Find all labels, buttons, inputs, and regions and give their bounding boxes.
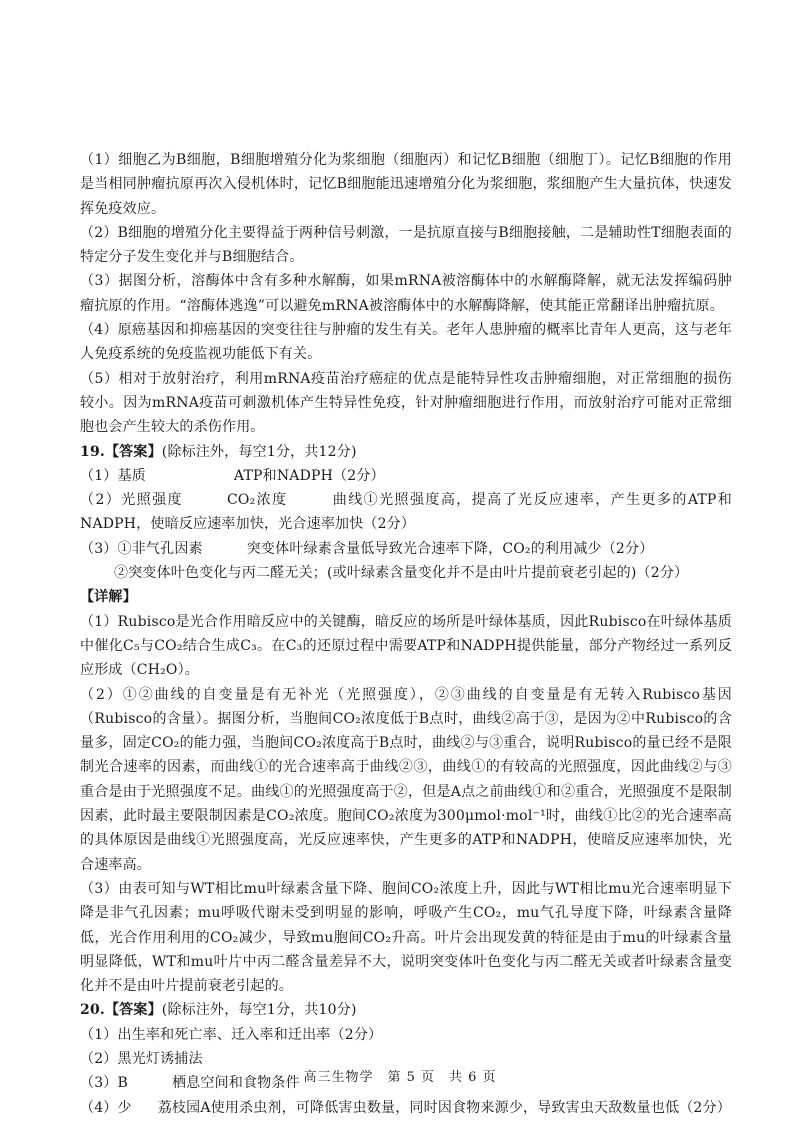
q19-answer-2-c: 曲线①光照强度高，提高了光反应速率，产生更多的ATP和NADPH，使暗反应速率加快，光合速率加快（2分） <box>80 492 732 533</box>
q20-answer-3-a: B <box>117 1075 129 1092</box>
q19-detail-label: 【详解】 <box>80 589 137 606</box>
q20-answer-4 <box>80 1096 732 1120</box>
q19-detail-1: （1）Rubisco是光合作用暗反应中的关键酶，暗反应的场所是叶绿体基质，因此Rubisco在叶绿体基质中催化C₅与CO₂结合生成C₃。在C₃的还原过程中需要ATP和NADPH提供能量，部分产物经过一系列反应形成（CH₂O）。 <box>80 613 732 679</box>
q19-answer-label: 【答案】 <box>104 443 162 460</box>
q19-answer-1-num: （1） <box>80 467 118 484</box>
q19-answer-3-a: ①非气孔因素 <box>117 540 203 557</box>
answer-content <box>80 148 732 1120</box>
paragraph-18-2: （2）B细胞的增殖分化主要得益于两种信号刺激，一是抗原直接与B细胞接触，二是辅助性T细胞表面的特定分子发生变化并与B细胞结合。 <box>80 224 732 266</box>
q19-answer-1 <box>80 464 732 488</box>
page-footer: 高三生物学 第 5 页 共 6 页 <box>303 1070 497 1085</box>
q20-answer-3-b: 栖息空间和食物条件 <box>172 1075 300 1092</box>
q19-number: 19. <box>80 443 105 460</box>
q20-answer-4-a: 少 <box>117 1099 132 1116</box>
q19-answer-2-a: 光照强度 <box>121 492 183 509</box>
q20-answer-2: （2）黑光灯诱捕法 <box>80 1050 203 1067</box>
paragraph-18-1: （1）细胞乙为B细胞，B细胞增殖分化为浆细胞（细胞丙）和记忆B细胞（细胞丁）。记忆B细胞的作用是当相同肿瘤抗原再次入侵机体时，记忆B细胞能迅速增殖分化为浆细胞，浆细胞产生大量抗体，快速发挥免疫效应。 <box>80 152 732 217</box>
q19-header <box>80 440 732 464</box>
q20-header <box>80 998 732 1022</box>
paragraph-18-5: （5）相对于放射治疗，利用mRNA疫苗治疗癌症的优点是能特异性攻击肿瘤细胞，对正常细胞的损伤较小。因为mRNA疫苗可刺激机体产生特异性免疫，针对肿瘤细胞进行作用，而放射治疗可能对正常细胞也会产生较大的杀伤作用。 <box>80 370 732 436</box>
q19-answer-2-num: （2） <box>80 492 122 509</box>
q19-score-note: (除标注外，每空1分，共12分) <box>161 443 357 460</box>
q20-answer-4-b: 荔枝园A使用杀虫剂，可降低害虫数量，同时因食物来源少，导致害虫天敌数量也低（2分） <box>157 1099 731 1116</box>
q19-answer-1-a: 基质 <box>117 467 146 484</box>
q19-answer-2 <box>80 488 732 537</box>
paragraph-18-3: （3）据图分析，溶酶体中含有多种水解酶，如果mRNA被溶酶体中的水解酶降解，就无法发挥编码肿瘤抗原的作用。“溶酶体逃逸”可以避免mRNA被溶酶体中的水解酶降解，使其能正常翻译出肿瘤抗原。 <box>80 273 732 314</box>
q20-score-note: (除标注外，每空1分，共10分) <box>161 1002 357 1019</box>
q19-answer-2-b: CO₂浓度 <box>227 492 288 509</box>
q19-answer-3-num: （3） <box>80 540 118 557</box>
q20-answer-1: （1）出生率和死亡率、迁入率和迁出率（2分） <box>80 1026 383 1043</box>
q20-answer-4-num: （4） <box>80 1099 118 1116</box>
q20-answer-label: 【答案】 <box>104 1002 162 1019</box>
paragraph-18-4: （4）原癌基因和抑癌基因的突变往往与肿瘤的发生有关。老年人患肿瘤的概率比青年人更高，这与老年人免疫系统的免疫监视功能低下有关。 <box>80 322 732 363</box>
q19-answer-1-b: ATP和NADPH（2分） <box>233 467 385 484</box>
q19-detail-2: （2）①②曲线的自变量是有无补光（光照强度），②③曲线的自变量是有无转入Rubisco基因（Rubisco的含量）。据图分析，当胞间CO₂浓度低于B点时，曲线②高于③，是因为②中Rubisco的含量多，固定CO₂的能力强，当胞间CO₂浓度高于B点时，曲线②与③重合，说明Rubisco的量已经不是限制光合速率的因素，而曲线①的光合速率高于曲线②③，曲线①的有较高的光照强度，因此曲线②与③重合是由于光照强度不足。曲线①的光照强度高于②，但是A点之前曲线①和②重合，光照强度不是限制因素，此时最主要限制因素是CO₂浓度。胞间CO₂浓度为300μmol·mol⁻¹时，曲线①比②的光合速率高的具体原因是曲线①光照强度高，光反应速率快，产生更多的ATP和NADPH，使暗反应速率加快，光合速率高。 <box>80 686 732 873</box>
q19-answer-3 <box>80 537 732 561</box>
q20-number: 20. <box>80 1002 105 1019</box>
q19-answer-3-b: 突变体叶绿素含量低导致光合速率下降，CO₂的利用减少（2分） <box>246 540 654 557</box>
q19-answer-3-second: ②突变体叶色变化与丙二醛无关；(或叶绿素含量变化并不是由叶片提前衰老引起的)（2分） <box>114 565 689 582</box>
q20-answer-3-num: （3） <box>80 1075 118 1092</box>
q19-detail-3: （3）由表可知与WT相比mu叶绿素含量下降、胞间CO₂浓度上升，因此与WT相比mu光合速率明显下降是非气孔因素；mu呼吸代谢未受到明显的影响，呼吸产生CO₂，mu气孔导度下降，叶绿素含量降低，光合作用利用的CO₂减少，导致mu胞间CO₂升高。叶片会出现发黄的特征是由于mu的叶绿素含量明显降低，WT和mu叶片中丙二醛含量差异不大，说明突变体叶色变化与丙二醛无关或者叶绿素含量变化并不是由叶片提前衰老引起的。 <box>80 880 732 995</box>
